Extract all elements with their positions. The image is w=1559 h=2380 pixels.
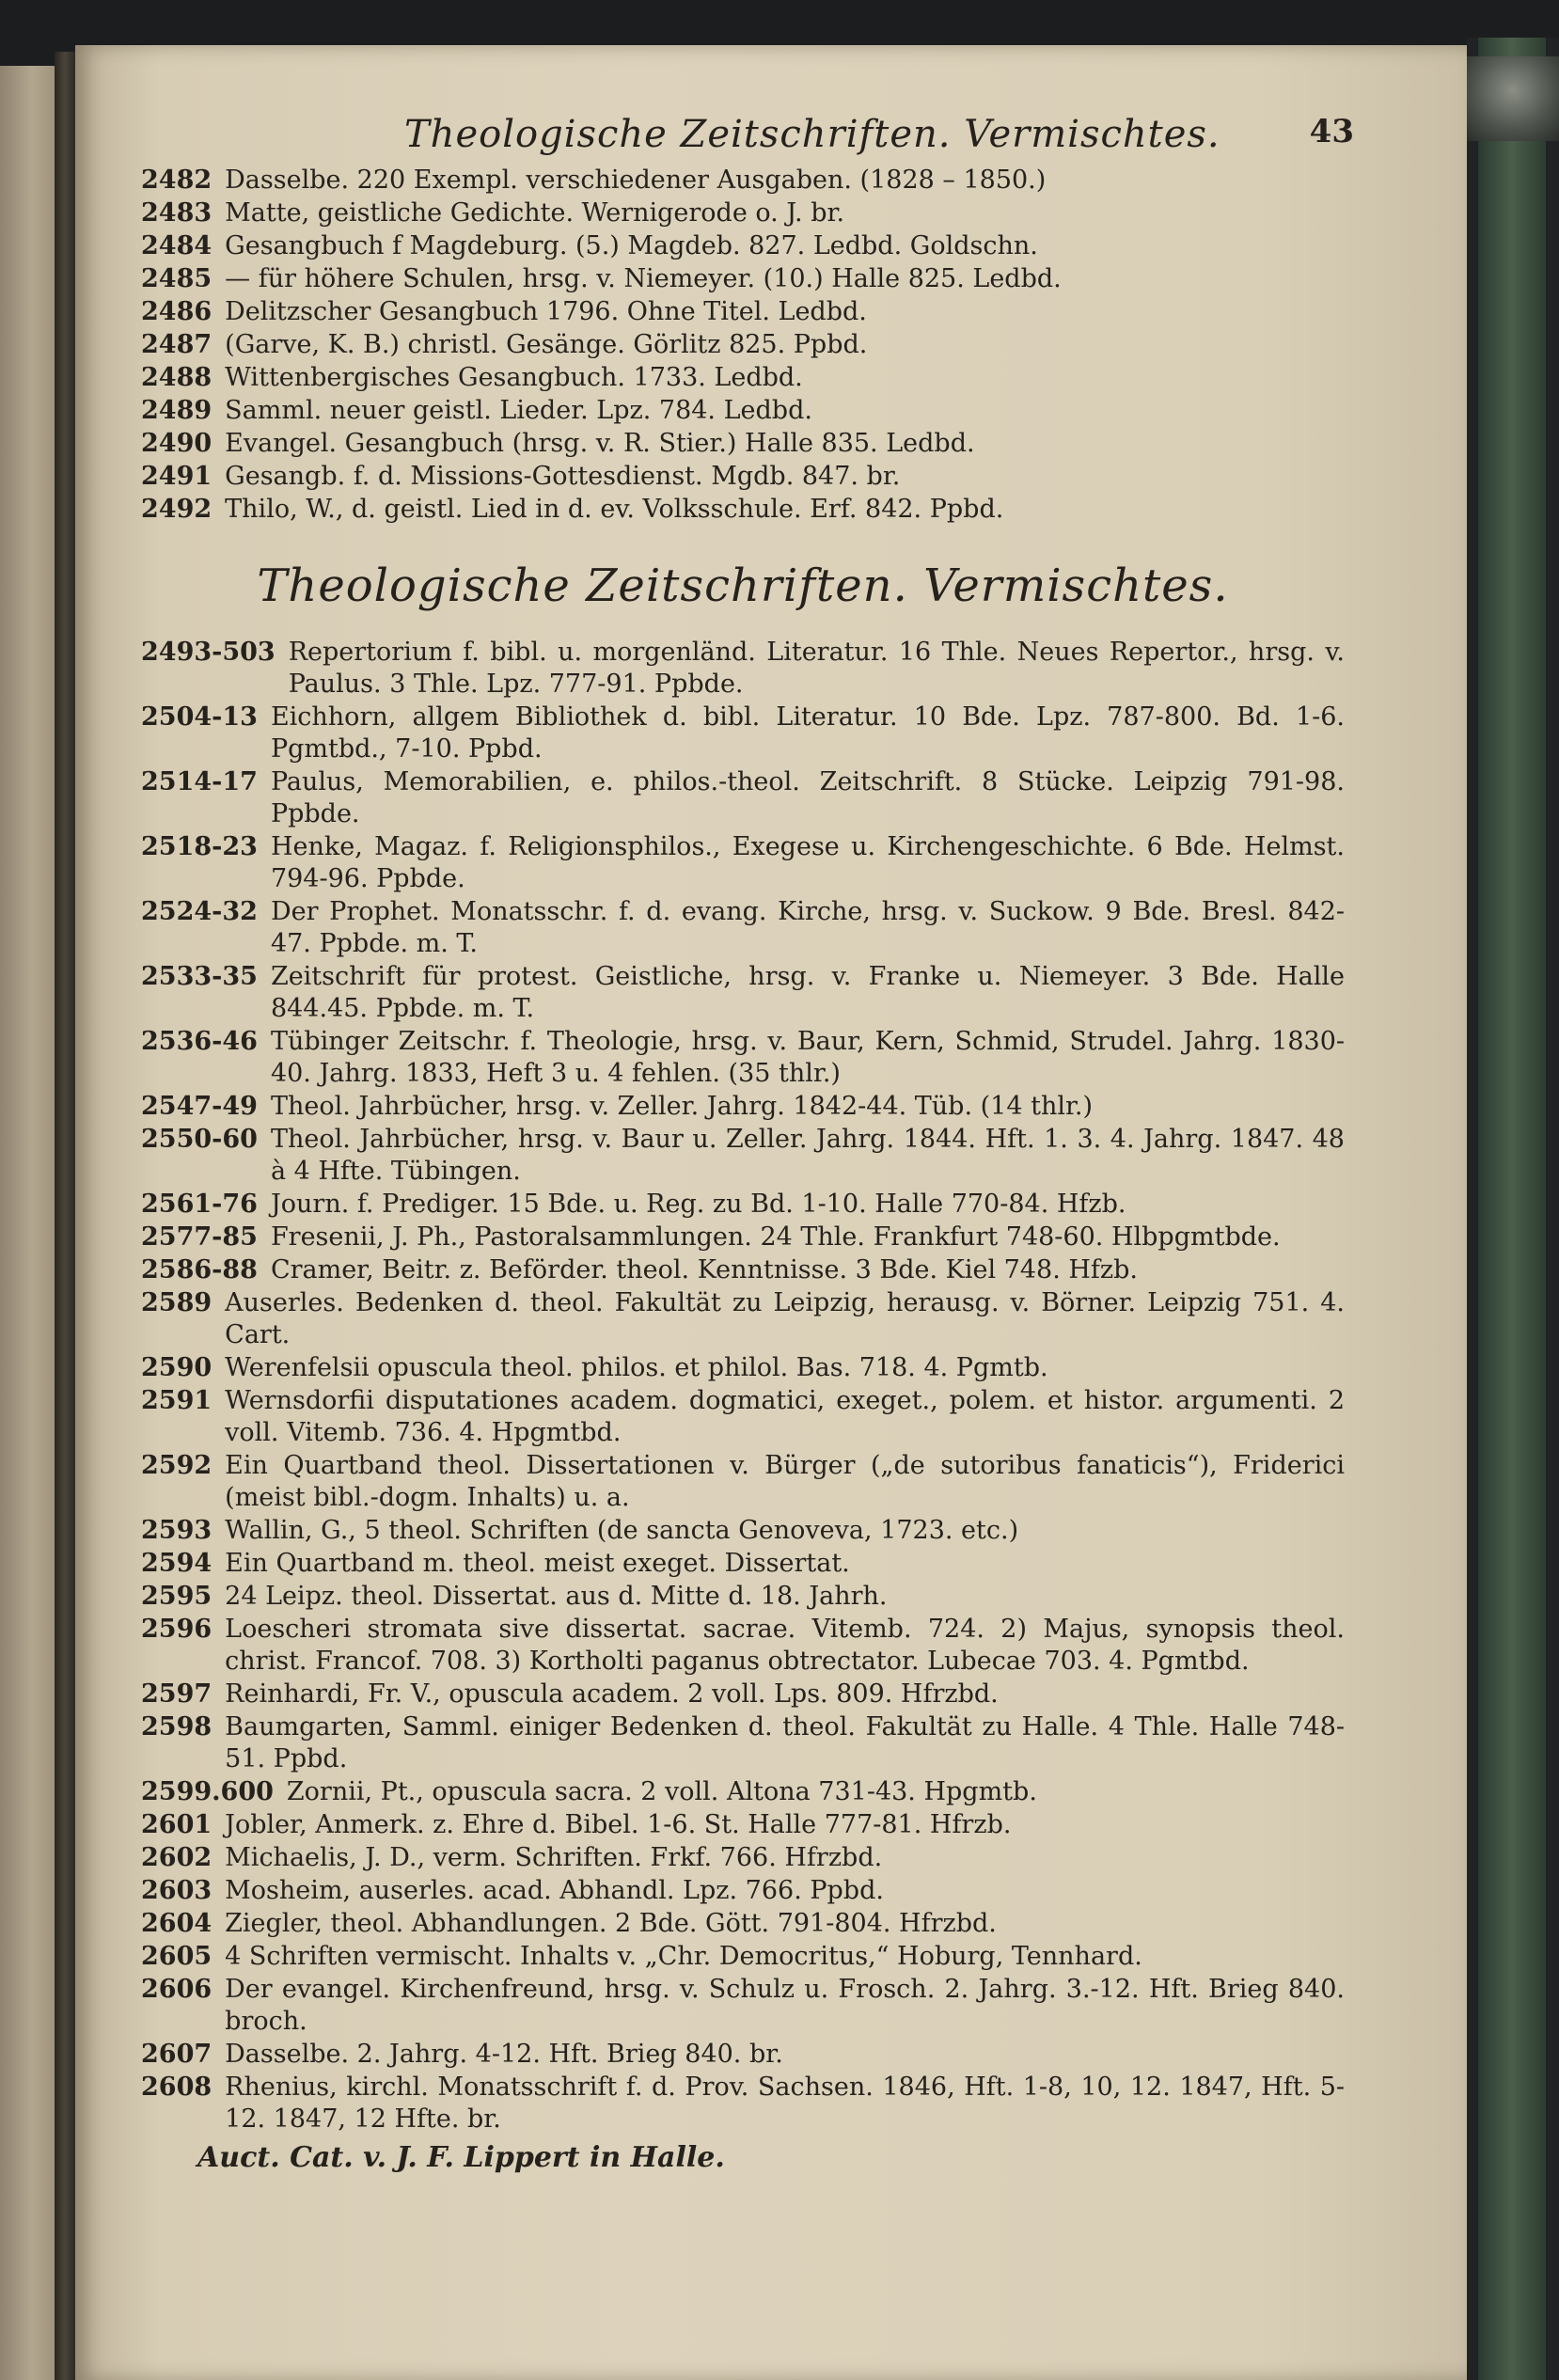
entry-text: Eichhorn, allgem Bibliothek d. bibl. Literatur. 10 Bde. Lpz. 787-800. Bd. 1-6. Pgmtbd., 7-10. Ppbd. bbox=[270, 702, 1345, 764]
catalog-entry bbox=[141, 1809, 1345, 1841]
catalog-entry bbox=[141, 1974, 1345, 2038]
entry-number: 2599.600 bbox=[141, 1777, 274, 1806]
entry-text: Jobler, Anmerk. z. Ehre d. Bibel. 1-6. St. Halle 777-81. Hfrzb. bbox=[225, 1810, 1012, 1839]
entry-text: Mosheim, auserles. acad. Abhandl. Lpz. 766. Ppbd. bbox=[225, 1876, 884, 1905]
entry-text: Wittenbergisches Gesangbuch. 1733. Ledbd. bbox=[225, 363, 803, 392]
running-head bbox=[141, 103, 1354, 164]
catalog-entry bbox=[141, 427, 1345, 460]
entry-text: Matte, geistliche Gedichte. Wernigerode o. J. br. bbox=[225, 198, 845, 228]
entry-text: (Garve, K. B.) christl. Gesänge. Görlitz 825. Ppbd. bbox=[225, 330, 868, 359]
entry-number: 2561-76 bbox=[141, 1190, 258, 1219]
entry-number: 2604 bbox=[141, 1909, 213, 1938]
entry-text: Loescheri stromata sive dissertat. sacrae. Vitemb. 724. 2) Majus, synopsis theol. christ. Francof. 708. 3) Kortholti paganus obtrectator. Lubecae 703. 4. Pgmtbd. bbox=[225, 1615, 1345, 1676]
entry-text: Tübinger Zeitschr. f. Theologie, hrsg. v. Baur, Kern, Schmid, Strudel. Jahrg. 1830-40. Jahrg. 1833, Heft 3 u. 4 fehlen. (35 thlr.) bbox=[270, 1027, 1345, 1088]
entry-text: Der Prophet. Monatsschr. f. d. evang. Kirche, hrsg. v. Suckow. 9 Bde. Bresl. 842-47. Ppbde. m. T. bbox=[270, 897, 1345, 958]
entry-text: Baumgarten, Samml. einiger Bedenken d. theol. Fakultät zu Halle. 4 Thle. Halle 748-51. Ppbd. bbox=[225, 1712, 1345, 1773]
book-gutter bbox=[55, 52, 75, 2380]
running-title: Theologische Zeitschriften. Vermischtes. bbox=[404, 113, 1220, 156]
entry-number: 2586-88 bbox=[141, 1255, 258, 1285]
bookmark-ribbon bbox=[1478, 38, 1546, 2380]
entries-list-journals bbox=[141, 637, 1345, 2136]
catalog-entry bbox=[141, 1091, 1345, 1123]
catalog-entry bbox=[141, 1287, 1345, 1351]
catalog-entry bbox=[141, 1026, 1345, 1090]
ribbon-tip bbox=[1467, 56, 1559, 141]
entry-text: Evangel. Gesangbuch (hrsg. v. R. Stier.) Halle 835. Ledbd. bbox=[225, 429, 975, 458]
catalog-entry bbox=[141, 394, 1345, 427]
entry-number: 2592 bbox=[141, 1451, 213, 1480]
entry-number: 2595 bbox=[141, 1582, 213, 1611]
entry-number: 2536-46 bbox=[141, 1027, 258, 1056]
entry-number: 2533-35 bbox=[141, 962, 258, 991]
entry-text: Wallin, G., 5 theol. Schriften (de sancta Genoveva, 1723. etc.) bbox=[225, 1516, 1019, 1545]
catalog-entry bbox=[141, 460, 1345, 493]
catalog-entry bbox=[141, 295, 1345, 328]
catalog-entry bbox=[141, 197, 1345, 229]
catalog-entry bbox=[141, 361, 1345, 394]
entry-number: 2504-13 bbox=[141, 702, 258, 732]
entry-number: 2608 bbox=[141, 2073, 213, 2102]
entry-number: 2488 bbox=[141, 363, 213, 392]
entry-number: 2482 bbox=[141, 165, 213, 195]
entry-number: 2524-32 bbox=[141, 897, 258, 926]
catalog-entry bbox=[141, 896, 1345, 960]
entry-number: 2591 bbox=[141, 1386, 213, 1415]
entry-number: 2491 bbox=[141, 462, 213, 491]
section-heading: Theologische Zeitschriften. Vermischtes. bbox=[257, 560, 1229, 612]
catalog-entry bbox=[141, 1548, 1345, 1580]
catalog-footer: Auct. Cat. v. J. F. Lippert in Halle. bbox=[197, 2141, 725, 2174]
catalog-entry bbox=[141, 1875, 1345, 1907]
catalog-entry bbox=[141, 229, 1345, 262]
catalog-entry bbox=[141, 1450, 1345, 1514]
entry-number: 2489 bbox=[141, 396, 213, 425]
entry-text: 24 Leipz. theol. Dissertat. aus d. Mitte d. 18. Jahrh. bbox=[225, 1582, 888, 1611]
entry-text: Cramer, Beitr. z. Beförder. theol. Kenntnisse. 3 Bde. Kiel 748. Hfzb. bbox=[270, 1255, 1138, 1285]
entry-number: 2490 bbox=[141, 429, 213, 458]
catalog-entry bbox=[141, 961, 1345, 1025]
catalog-entry bbox=[141, 1581, 1345, 1613]
catalog-entry bbox=[141, 1124, 1345, 1188]
entry-text: Werenfelsii opuscula theol. philos. et philol. Bas. 718. 4. Pgmtb. bbox=[225, 1353, 1048, 1382]
entry-number: 2518-23 bbox=[141, 832, 258, 861]
entry-number: 2486 bbox=[141, 297, 213, 326]
catalog-entry bbox=[141, 1352, 1345, 1384]
entry-number: 2484 bbox=[141, 231, 213, 260]
catalog-entry bbox=[141, 1842, 1345, 1874]
entry-text: Dasselbe. 220 Exempl. verschiedener Ausgaben. (1828 – 1850.) bbox=[225, 165, 1047, 195]
catalog-entry bbox=[141, 1908, 1345, 1940]
entry-number: 2601 bbox=[141, 1810, 213, 1839]
entry-text: Dasselbe. 2. Jahrg. 4-12. Hft. Brieg 840. br. bbox=[225, 2040, 783, 2069]
entry-number: 2596 bbox=[141, 1615, 213, 1644]
catalog-entry bbox=[141, 164, 1345, 197]
entry-text: Auserles. Bedenken d. theol. Fakultät zu Leipzig, herausg. v. Börner. Leipzig 751. 4. Cart. bbox=[225, 1288, 1345, 1349]
entry-number: 2594 bbox=[141, 1549, 213, 1578]
entry-number: 2605 bbox=[141, 1942, 213, 1971]
entry-text: Paulus, Memorabilien, e. philos.-theol. Zeitschrift. 8 Stücke. Leipzig 791-98. Ppbde. bbox=[270, 767, 1345, 828]
catalog-entry bbox=[141, 262, 1345, 295]
catalog-entry bbox=[141, 1776, 1345, 1808]
catalog-entry bbox=[141, 1711, 1345, 1775]
entry-text: Reinhardi, Fr. V., opuscula academ. 2 voll. Lps. 809. Hfrzbd. bbox=[225, 1679, 999, 1709]
entry-text: Samml. neuer geistl. Lieder. Lpz. 784. Ledbd. bbox=[225, 396, 812, 425]
entry-number: 2593 bbox=[141, 1516, 213, 1545]
entry-number: 2603 bbox=[141, 1876, 213, 1905]
left-page-edge bbox=[0, 66, 55, 2380]
entry-text: Delitzscher Gesangbuch 1796. Ohne Titel. Ledbd. bbox=[225, 297, 867, 326]
catalog-entry bbox=[141, 1941, 1345, 1973]
entry-text: Henke, Magaz. f. Religionsphilos., Exegese u. Kirchengeschichte. 6 Bde. Helmst. 794-96. Ppbde. bbox=[270, 832, 1345, 893]
entry-number: 2590 bbox=[141, 1353, 213, 1382]
entry-number: 2547-49 bbox=[141, 1092, 258, 1121]
catalog-entry bbox=[141, 2039, 1345, 2071]
catalog-entry bbox=[141, 1254, 1345, 1286]
entry-number: 2514-17 bbox=[141, 767, 258, 796]
entry-number: 2602 bbox=[141, 1843, 213, 1872]
catalog-entry bbox=[141, 1614, 1345, 1678]
entry-number: 2550-60 bbox=[141, 1125, 258, 1154]
entry-number: 2485 bbox=[141, 264, 213, 293]
catalog-entry bbox=[141, 701, 1345, 765]
catalog-entry bbox=[141, 637, 1345, 701]
entry-text: Der evangel. Kirchenfreund, hrsg. v. Schulz u. Frosch. 2. Jahrg. 3.-12. Hft. Brieg 840. broch. bbox=[225, 1975, 1345, 2036]
entry-text: Theol. Jahrbücher, hrsg. v. Baur u. Zeller. Jahrg. 1844. Hft. 1. 3. 4. Jahrg. 1847. 48 à 4 Hfte. Tübingen. bbox=[270, 1125, 1345, 1186]
entry-text: Theol. Jahrbücher, hrsg. v. Zeller. Jahrg. 1842-44. Tüb. (14 thlr.) bbox=[270, 1092, 1094, 1121]
entry-text: Gesangbuch f Magdeburg. (5.) Magdeb. 827. Ledbd. Goldschn. bbox=[225, 231, 1038, 260]
entry-text: Wernsdorfii disputationes academ. dogmatici, exeget., polem. et histor. argumenti. 2 voll. Vitemb. 736. 4. Hpgmtbd. bbox=[225, 1386, 1345, 1447]
entry-text: — für höhere Schulen, hrsg. v. Niemeyer. (10.) Halle 825. Ledbd. bbox=[225, 264, 1062, 293]
entry-text: Rhenius, kirchl. Monatsschrift f. d. Prov. Sachsen. 1846, Hft. 1-8, 10, 12. 1847, Hft. 5-12. 1847, 12 Hfte. br. bbox=[225, 2073, 1345, 2134]
page-content bbox=[141, 103, 1354, 2174]
entry-text: Zornii, Pt., opuscula sacra. 2 voll. Altona 731-43. Hpgmtb. bbox=[286, 1777, 1037, 1806]
catalog-entry bbox=[141, 1679, 1345, 1710]
entry-number: 2606 bbox=[141, 1975, 213, 2004]
entry-number: 2492 bbox=[141, 495, 213, 524]
entry-text: Ein Quartband m. theol. meist exeget. Dissertat. bbox=[225, 1549, 850, 1578]
entry-number: 2487 bbox=[141, 330, 213, 359]
entry-text: Ein Quartband theol. Dissertationen v. Bürger („de sutoribus fanaticis“), Friderici (meist bibl.-dogm. Inhalts) u. a. bbox=[225, 1451, 1345, 1512]
entry-number: 2483 bbox=[141, 198, 213, 228]
entry-text: 4 Schriften vermischt. Inhalts v. „Chr. Democritus,“ Hoburg, Tennhard. bbox=[225, 1942, 1142, 1971]
entries-list-hymnals bbox=[141, 164, 1345, 526]
entry-number: 2598 bbox=[141, 1712, 213, 1742]
catalog-entry bbox=[141, 1222, 1345, 1253]
entry-text: Zeitschrift für protest. Geistliche, hrsg. v. Franke u. Niemeyer. 3 Bde. Halle 844.45. Ppbde. m. T. bbox=[270, 962, 1345, 1023]
entry-text: Journ. f. Prediger. 15 Bde. u. Reg. zu Bd. 1-10. Halle 770-84. Hfzb. bbox=[270, 1190, 1126, 1219]
entry-text: Michaelis, J. D., verm. Schriften. Frkf. 766. Hfrzbd. bbox=[225, 1843, 883, 1872]
page-number: 43 bbox=[1309, 113, 1354, 150]
catalog-entry bbox=[141, 328, 1345, 361]
entry-number: 2597 bbox=[141, 1679, 213, 1709]
catalog-entry bbox=[141, 831, 1345, 895]
entry-text: Repertorium f. bibl. u. morgenländ. Literatur. 16 Thle. Neues Repertor., hrsg. v. Paulus. 3 Thle. Lpz. 777-91. Ppbde. bbox=[288, 638, 1345, 699]
entry-text: Thilo, W., d. geistl. Lied in d. ev. Volksschule. Erf. 842. Ppbd. bbox=[225, 495, 1004, 524]
catalog-entry bbox=[141, 1515, 1345, 1547]
catalog-entry bbox=[141, 493, 1345, 526]
entry-number: 2493-503 bbox=[141, 638, 276, 667]
catalog-entry bbox=[141, 766, 1345, 830]
catalog-entry bbox=[141, 1189, 1345, 1221]
entry-number: 2577-85 bbox=[141, 1222, 258, 1252]
entry-number: 2589 bbox=[141, 1288, 213, 1317]
catalog-entry bbox=[141, 2072, 1345, 2136]
entry-text: Fresenii, J. Ph., Pastoralsammlungen. 24 Thle. Frankfurt 748-60. Hlbpgmtbde. bbox=[270, 1222, 1281, 1252]
entry-text: Gesangb. f. d. Missions-Gottesdienst. Mgdb. 847. br. bbox=[225, 462, 901, 491]
catalog-entry bbox=[141, 1385, 1345, 1449]
entry-number: 2607 bbox=[141, 2040, 213, 2069]
entry-text: Ziegler, theol. Abhandlungen. 2 Bde. Gött. 791-804. Hfrzbd. bbox=[225, 1909, 997, 1938]
